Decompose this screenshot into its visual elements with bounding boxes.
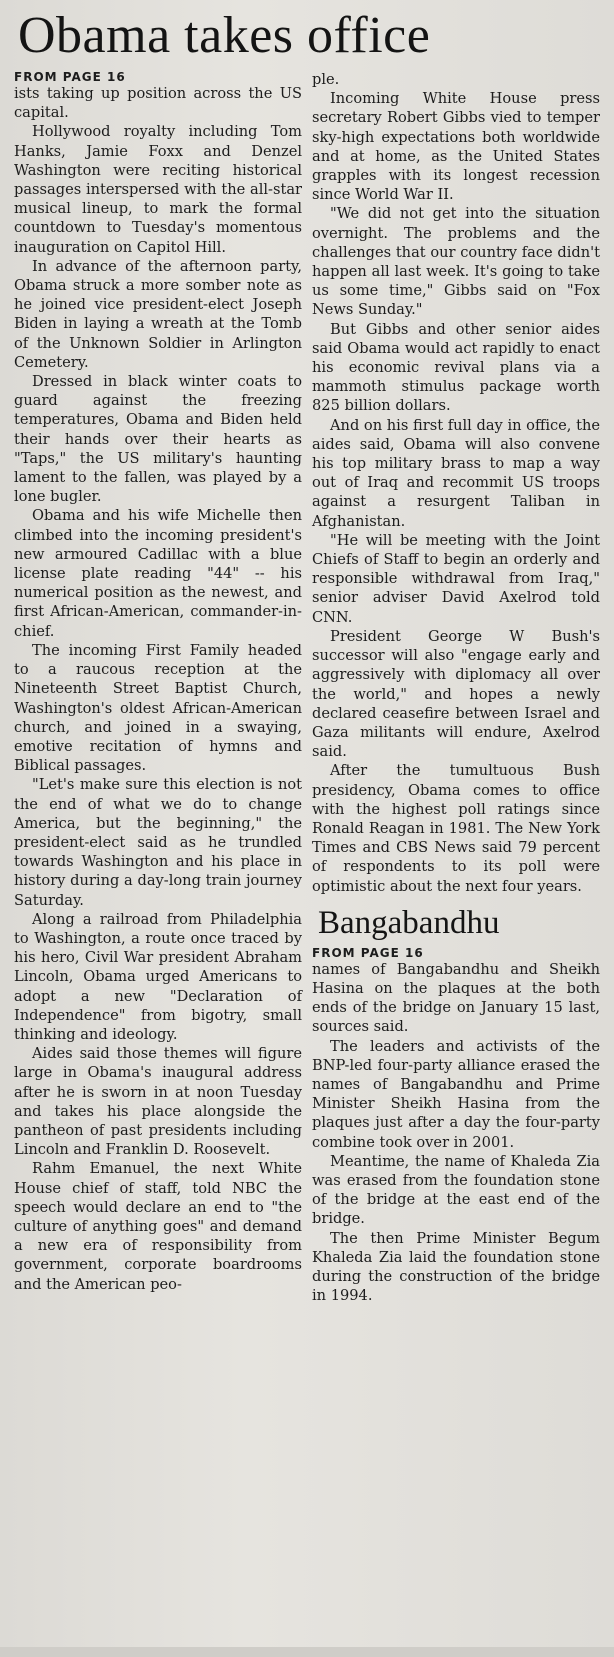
paragraph: ists taking up position across the US capital.	[14, 85, 302, 122]
headline: Obama takes office	[18, 7, 431, 64]
paragraph: Aides said those themes will figure large in Obama's inaugural address after he is sworn in at noon Tuesday and takes his place alongside the pantheon of past presidents including Lincoln and Franklin D. Roosevelt.	[14, 1045, 302, 1159]
paragraph: names of Bangabandhu and Sheikh Hasina on the plaques at the both ends of the bridge on January 15 last, sources said.	[312, 960, 600, 1036]
paragraph: Obama and his wife Michelle then climbed into the incoming president's new armoured Cadillac with a blue license plate reading "44" -- his numerical position as the newest, and first African-American, commander-in-chief.	[14, 507, 302, 640]
paragraph: Meantime, the name of Khaleda Zia was erased from the foundation stone of the bridge at the east end of the bridge.	[312, 1152, 600, 1228]
paragraph: But Gibbs and other senior aides said Obama would act rapidly to enact his economic revival plans via a mammoth stimulus package worth 825 billion dollars.	[312, 320, 600, 415]
paragraph: Dressed in black winter coats to guard against the freezing temperatures, Obama and Biden held their hands over their hearts as "Taps," the US military's haunting lament to the fallen, was played by a lone bugler.	[14, 373, 302, 506]
from-page-label: FROM PAGE 16	[14, 70, 126, 84]
paragraph: "We did not get into the situation overnight. The problems and the challenges that our country face didn't happen all last week. It's going to take us some time," Gibbs said on "Fox News Sunday."	[312, 205, 600, 319]
paragraph: Along a railroad from Philadelphia to Washington, a route once traced by his hero, Civil War president Abraham Lincoln, Obama urged Americans to adopt a new "Declaration of Independence" from bigotry, small thinking and ideology.	[14, 910, 302, 1043]
paragraph: The incoming First Family headed to a raucous reception at the Nineteenth Street Baptist Church, Washington's oldest African-American church, and joined in a swaying, emotive recitation of hymns and Biblical passages.	[14, 641, 302, 775]
paragraph: After the tumultuous Bush presidency, Obama comes to office with the highest poll ratings since Ronald Reagan in 1981. The New York Times and CBS News said 79 percent of respondents to its poll were optimistic about the next four years.	[312, 762, 600, 895]
paragraph: The then Prime Minister Begum Khaleda Zia laid the foundation stone during the construction of the bridge in 1994.	[312, 1229, 600, 1305]
paragraph: "He will be meeting with the Joint Chiefs of Staff to begin an orderly and responsible withdrawal from Iraq," senior adviser David Axelrod told CNN.	[312, 531, 600, 626]
left-column	[14, 70, 302, 1305]
right-column	[312, 70, 600, 1305]
paragraph: "Let's make sure this election is not the end of what we do to change America, but the beginning," the president-elect said as he trundled towards Washington and his place in history during a day-long train journey Saturday.	[14, 776, 302, 909]
paragraph: President George W Bush's successor will also "engage early and aggressively with diplomacy all over the world," and hopes a newly declared ceasefire between Israel and Gaza militants will endure, Axelrod said.	[312, 627, 600, 761]
paragraph: And on his first full day in office, the aides said, Obama will also convene his top military brass to map a way out of Iraq and recommit US troops against a resurgent Taliban in Afghanistan.	[312, 416, 600, 530]
paragraph: Hollywood royalty including Tom Hanks, Jamie Foxx and Denzel Washington were reciting historical passages interspersed with the all-star musical lineup, to mark the formal countdown to Tuesday's momentous inauguration on Capitol Hill.	[14, 123, 302, 256]
paragraph: ple.	[312, 71, 340, 88]
from-page-label: FROM PAGE 16	[312, 945, 424, 960]
paragraph: In advance of the afternoon party, Obama struck a more somber note as he joined vice president-elect Joseph Biden in laying a wreath at the Tomb of the Unknown Soldier in Arlington Cemetery.	[14, 257, 302, 371]
second-article-headline: Bangabandhu	[318, 904, 500, 941]
paragraph: The leaders and activists of the BNP-led four-party alliance erased the names of Bangabandhu and Prime Minister Sheikh Hasina from the plaques just after a day the four-party combine took over in 2001.	[312, 1037, 600, 1151]
page-bottom-edge	[0, 1647, 614, 1657]
paragraph: Incoming White House press secretary Robert Gibbs vied to temper sky-high expectations both worldwide and at home, as the United States grapples with its longest recession since World War II.	[312, 90, 600, 204]
article-columns	[14, 70, 600, 1305]
paragraph: Rahm Emanuel, the next White House chief of staff, told NBC the speech would declare an end to "the culture of anything goes" and demand a new era of responsibility from government, corporate boardrooms and the American peo-	[14, 1160, 302, 1293]
